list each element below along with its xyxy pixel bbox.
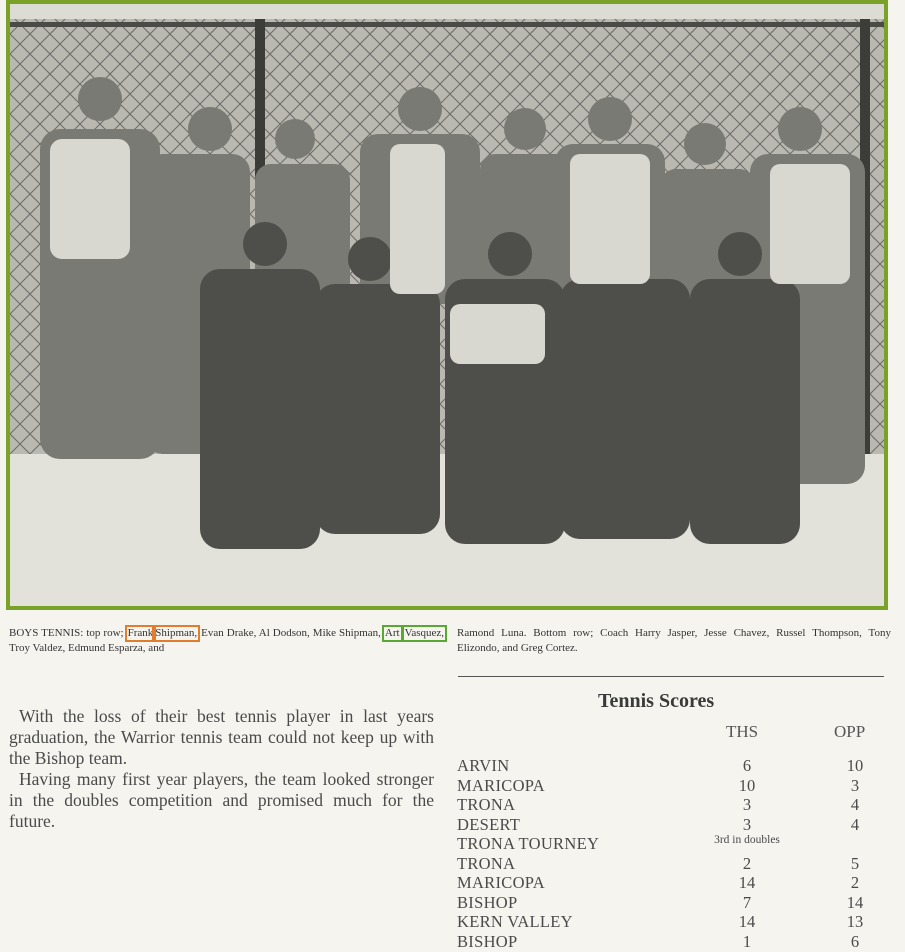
team-name: BISHOP [457, 931, 518, 951]
table-row [457, 756, 887, 776]
ths-score: 14 [738, 873, 756, 892]
team-photo [6, 0, 888, 610]
team-name: TRONA [457, 853, 516, 873]
column-header-opp: OPP [834, 722, 866, 741]
team-name: BISHOP [457, 892, 518, 912]
opp-score: 3 [850, 775, 860, 795]
table-row [457, 873, 887, 893]
photo-caption-left [9, 626, 445, 656]
team-name: MARICOPA [457, 873, 545, 892]
team-name: TRONA [457, 795, 516, 814]
caption-middle: Evan Drake, Al Dodson, Mike Shipman, [201, 627, 381, 639]
highlight-last-name-2: Vasquez, [404, 627, 445, 639]
opp-score: 6 [850, 931, 860, 951]
ths-score: 7 [742, 892, 752, 912]
table-row [457, 854, 887, 874]
story-paragraph-1: With the loss of their best tennis player in last years graduation, the Warrior tennis team could not keep up with the Bishop team. [9, 706, 434, 768]
table-row [457, 834, 887, 854]
table-row [457, 932, 887, 952]
ths-score: 14 [738, 912, 756, 931]
team-name: ARVIN [457, 756, 510, 775]
opp-score: 14 [846, 892, 864, 912]
opp-score: 10 [846, 756, 864, 775]
table-row [457, 912, 887, 932]
opp-score: 5 [850, 853, 860, 873]
opp-score: 13 [846, 912, 864, 931]
scores-title: Tennis Scores [598, 690, 715, 712]
photo-caption-right: Ramond Luna. Bottom row; Coach Harry Jasper, Jesse Chavez, Russel Thompson, Tony Elizondo, and Greg Cortez. [457, 627, 891, 654]
story-text [9, 706, 434, 832]
ths-score: 2 [742, 853, 752, 873]
story-paragraph-2: Having many first year players, the team looked stronger in the doubles competition and promised much for the future. [9, 769, 434, 831]
table-row [457, 893, 887, 913]
highlight-first-name-2: Art [384, 627, 400, 639]
column-header-ths: THS [726, 722, 759, 741]
highlight-first-name: Frank [127, 627, 154, 639]
highlight-last-name: Shipman, [155, 627, 198, 639]
team-name: DESERT [457, 814, 521, 834]
caption-prefix: BOYS TENNIS: top row; [9, 627, 124, 639]
table-row [457, 795, 887, 815]
ths-score: 3 [742, 814, 752, 834]
scores-table [457, 756, 887, 951]
ths-score: 1 [742, 931, 752, 951]
team-photo-image [10, 4, 884, 606]
ths-score: 3rd in doubles [714, 834, 780, 846]
ths-score: 10 [738, 775, 756, 795]
opp-score: 4 [850, 814, 860, 834]
opp-score: 2 [850, 873, 860, 892]
table-row [457, 776, 887, 796]
table-row [457, 815, 887, 835]
team-name: MARICOPA [457, 775, 545, 795]
divider [458, 676, 884, 677]
ths-score: 3 [742, 795, 752, 814]
ths-score: 6 [742, 756, 752, 775]
caption-suffix: Troy Valdez, Edmund Esparza, and [9, 642, 165, 654]
team-name: TRONA TOURNEY [457, 834, 600, 853]
team-name: KERN VALLEY [457, 912, 573, 931]
opp-score: 4 [850, 795, 860, 814]
